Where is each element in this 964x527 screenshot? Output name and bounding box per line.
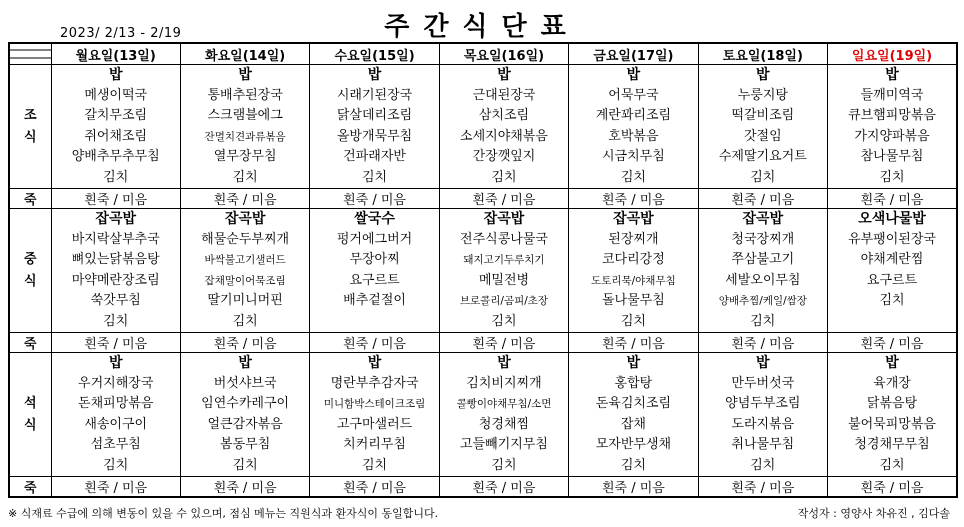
menu-item: 도라지볶음 — [731, 416, 795, 432]
menu-item: 전주식콩나물국 — [460, 231, 548, 247]
menu-item: 청경채무무침 — [854, 437, 930, 452]
menu-item: 호박볶음 — [608, 128, 659, 144]
meal-label-top: 석 — [23, 395, 37, 411]
porridge-cell: 흰죽 / 미음 — [180, 333, 309, 353]
menu-item: 닭볶음탕 — [866, 396, 918, 411]
menu-cell — [439, 65, 568, 189]
menu-item: 소세지야채볶음 — [460, 128, 548, 144]
menu-item: 어묵무국 — [608, 87, 659, 103]
menu-item: 김치 — [620, 457, 646, 473]
meal-label-bottom: 식 — [23, 417, 37, 433]
main-dish: 밥 — [885, 67, 899, 83]
menu-item: 미니함박스테이크조림 — [323, 398, 426, 410]
menu-item: 코다리강정 — [602, 252, 665, 267]
main-dish: 잡곡밥 — [224, 211, 266, 227]
menu-cell — [698, 353, 827, 477]
menu-item: 김치 — [491, 169, 517, 185]
menu-item: 떡갈비조림 — [731, 108, 795, 123]
day-header: 목요일(16일) — [439, 43, 568, 65]
menu-item: 돌나물무침 — [602, 293, 665, 308]
main-dish: 잡곡밥 — [613, 211, 654, 227]
menu-item: 치커리무침 — [343, 437, 406, 452]
menu-cell — [698, 209, 827, 333]
porridge-cell: 흰죽 / 미음 — [828, 477, 957, 498]
menu-item: 바싹불고기샐러드 — [204, 254, 286, 266]
porridge-cell: 흰죽 / 미음 — [698, 477, 827, 498]
menu-cell — [310, 353, 439, 477]
menu-cell — [180, 209, 309, 333]
menu-item: 섬초무침 — [90, 437, 141, 452]
porridge-cell: 흰죽 / 미음 — [569, 333, 698, 353]
menu-cell — [310, 209, 439, 333]
main-dish: 밥 — [238, 355, 252, 371]
menu-item: 김치 — [750, 457, 776, 473]
menu-item: 갈치무조림 — [84, 108, 148, 123]
menu-item: 유부팽이된장국 — [848, 231, 936, 247]
menu-item: 육개장 — [873, 375, 911, 391]
menu-item: 청경채찜 — [478, 416, 530, 432]
main-dish: 밥 — [497, 355, 511, 371]
menu-cell — [569, 65, 698, 189]
porridge-cell: 흰죽 / 미음 — [698, 333, 827, 353]
menu-item: 잡채말이어묵조림 — [204, 274, 286, 287]
meal-label — [9, 353, 51, 477]
menu-item: 닭살데리조림 — [336, 108, 413, 123]
porridge-cell: 흰죽 / 미음 — [310, 477, 439, 498]
menu-item: 새송이구이 — [84, 416, 148, 432]
menu-item: 간장깻잎지 — [472, 149, 536, 164]
menu-cell — [569, 353, 698, 477]
menu-item: 배추겉절이 — [343, 293, 406, 308]
menu-item: 만두버섯국 — [731, 375, 795, 391]
porridge-cell: 흰죽 / 미음 — [180, 477, 309, 498]
menu-item: 통배추된장국 — [207, 87, 283, 103]
menu-item: 근대된장국 — [472, 87, 536, 103]
footer-author: 작성자 : 영양사 차유진 , 김다솔 — [797, 507, 950, 520]
main-dish: 밥 — [885, 355, 899, 371]
day-header: 화요일(14일) — [180, 43, 309, 65]
porridge-cell: 흰죽 / 미음 — [310, 333, 439, 353]
menu-item — [310, 312, 438, 333]
menu-cell — [180, 353, 309, 477]
porridge-cell: 흰죽 / 미음 — [51, 333, 180, 353]
main-dish: 잡곡밥 — [742, 211, 784, 227]
main-dish: 쌀국수 — [354, 211, 395, 227]
menu-item: 돈채피망볶음 — [78, 396, 154, 411]
menu-item: 마약메란장조림 — [71, 272, 160, 288]
menu-item: 도토리묵/야채무침 — [591, 274, 676, 287]
porridge-cell: 흰죽 / 미음 — [698, 189, 827, 209]
day-header-sunday: 일요일(19일) — [828, 43, 957, 65]
menu-cell — [439, 353, 568, 477]
menu-item: 김치 — [750, 313, 776, 329]
menu-item: 청국장찌개 — [731, 231, 795, 247]
menu-item: 삼치조림 — [478, 108, 530, 123]
porridge-row — [9, 333, 957, 353]
menu-item: 야채계란찜 — [860, 252, 924, 267]
main-dish: 잡곡밥 — [95, 211, 136, 227]
menu-item: 잔멸치견과류볶음 — [204, 130, 286, 143]
menu-item: 수제딸기요거트 — [718, 149, 807, 164]
porridge-cell: 흰죽 / 미음 — [569, 189, 698, 209]
porridge-cell: 흰죽 / 미음 — [439, 333, 568, 353]
menu-cell — [51, 209, 180, 333]
menu-item: 버섯샤브국 — [213, 375, 277, 391]
main-dish: 오색나물밥 — [858, 211, 926, 227]
menu-cell — [828, 353, 957, 477]
menu-item: 펑거에그버거 — [336, 231, 413, 247]
menu-item: 들깨미역국 — [860, 87, 924, 103]
menu-item: 김치 — [103, 313, 129, 329]
meal-row — [9, 209, 957, 333]
main-dish: 밥 — [756, 355, 770, 371]
menu-item: 김치 — [750, 169, 776, 185]
main-dish: 잡곡밥 — [483, 211, 525, 227]
menu-item: 쑥갓무침 — [90, 293, 141, 308]
menu-item: 김치 — [232, 169, 258, 185]
menu-cell — [51, 65, 180, 189]
main-dish: 밥 — [497, 67, 511, 83]
menu-item: 요구르트 — [349, 272, 400, 288]
menu-item: 김치 — [620, 313, 646, 329]
porridge-cell: 흰죽 / 미음 — [439, 477, 568, 498]
header-row — [9, 43, 957, 65]
menu-item: 돼지고기두루치기 — [463, 254, 545, 266]
menu-item: 브로콜리/곰피/초장 — [459, 295, 549, 307]
menu-item: 돈육김치조림 — [595, 396, 672, 411]
porridge-cell: 흰죽 / 미음 — [310, 189, 439, 209]
menu-cell — [180, 65, 309, 189]
menu-item: 김치 — [879, 169, 905, 185]
menu-cell — [51, 353, 180, 477]
main-dish: 밥 — [108, 67, 123, 83]
menu-item: 건파래자반 — [343, 149, 406, 164]
diagonal-lines-icon — [10, 44, 51, 64]
menu-item: 김치 — [103, 457, 129, 473]
menu-item: 요구르트 — [866, 272, 918, 288]
menu-item: 김치비지찌개 — [466, 375, 542, 391]
porridge-label: 죽 — [9, 477, 51, 498]
porridge-row — [9, 477, 957, 498]
menu-item: 무장아찌 — [349, 252, 400, 267]
menu-item: 올방개묵무침 — [336, 128, 413, 144]
menu-item: 뼈있는닭볶음탕 — [71, 252, 160, 267]
menu-cell — [828, 65, 957, 189]
menu-item: 쥐어채조림 — [84, 128, 148, 144]
menu-item: 시금치무침 — [602, 149, 665, 164]
menu-item: 김치 — [103, 169, 129, 185]
menu-item: 불어묵피망볶음 — [848, 416, 936, 432]
menu-item: 김치 — [232, 313, 258, 329]
menu-cell — [310, 65, 439, 189]
meal-label-top: 중 — [23, 251, 37, 267]
menu-item: 참나물무침 — [860, 149, 924, 164]
menu-item: 잡채 — [620, 416, 646, 432]
porridge-cell: 흰죽 / 미음 — [180, 189, 309, 209]
porridge-label: 죽 — [9, 333, 51, 353]
menu-item: 메밀전병 — [478, 272, 530, 288]
menu-item: 김치 — [879, 457, 905, 473]
menu-item: 홍합탕 — [614, 375, 653, 391]
menu-item: 고들빼기지무침 — [460, 437, 548, 452]
meal-row — [9, 65, 957, 189]
day-header: 월요일(13일) — [51, 43, 180, 65]
porridge-cell: 흰죽 / 미음 — [828, 333, 957, 353]
day-header: 금요일(17일) — [569, 43, 698, 65]
main-dish: 밥 — [626, 355, 641, 371]
menu-item: 쭈삼불고기 — [731, 252, 795, 267]
menu-item: 해물순두부찌개 — [201, 231, 290, 247]
meal-label-bottom: 식 — [23, 129, 37, 145]
porridge-row — [9, 189, 957, 209]
menu-item: 바지락살부추국 — [71, 231, 160, 247]
meal-label-top: 조 — [23, 107, 37, 123]
menu-item: 세발오이무침 — [725, 272, 801, 288]
menu-item: 김치 — [879, 293, 905, 308]
main-dish: 밥 — [756, 67, 770, 83]
menu-cell — [569, 209, 698, 333]
menu-item: 메생이떡국 — [84, 87, 148, 103]
main-dish: 밥 — [367, 355, 382, 371]
menu-item: 우거지해장국 — [78, 375, 154, 391]
porridge-cell: 흰죽 / 미음 — [51, 189, 180, 209]
main-dish: 밥 — [367, 67, 382, 83]
menu-item: 콜빵이야채무침/소면 — [456, 398, 552, 410]
menu-item: 계란꽈리조림 — [595, 108, 672, 123]
main-dish: 밥 — [108, 355, 123, 371]
porridge-cell: 흰죽 / 미음 — [828, 189, 957, 209]
footer-note: ※ 식재료 수급에 의해 변동이 있을 수 있으며, 점심 메뉴는 직원식과 환자식이 동일합니다. — [8, 507, 439, 520]
menu-item: 임연수카레구이 — [201, 396, 290, 411]
porridge-label: 죽 — [9, 189, 51, 209]
main-dish: 밥 — [626, 67, 641, 83]
menu-item: 된장찌개 — [608, 231, 659, 247]
menu-item: 김치 — [491, 313, 517, 329]
page-title: 주간식단표 — [384, 12, 580, 42]
menu-cell — [828, 209, 957, 333]
menu-item: 김치 — [361, 457, 388, 473]
menu-item: 시래기된장국 — [336, 87, 413, 103]
main-dish: 밥 — [238, 67, 252, 83]
menu-cell — [439, 209, 568, 333]
menu-item: 봄동무침 — [220, 437, 271, 452]
date-range: 2023/ 2/13 - 2/19 — [60, 26, 182, 41]
day-header: 수요일(15일) — [310, 43, 439, 65]
menu-item: 취나물무침 — [731, 437, 795, 452]
menu-item: 큐브햄피망볶음 — [848, 108, 936, 123]
porridge-cell: 흰죽 / 미음 — [51, 477, 180, 498]
menu-item: 김치 — [361, 169, 388, 185]
corner-cell — [9, 43, 51, 65]
meal-label-bottom: 식 — [23, 273, 37, 289]
menu-item: 양배추무추무침 — [71, 149, 160, 164]
porridge-cell: 흰죽 / 미음 — [439, 189, 568, 209]
menu-item: 딸기미니머핀 — [207, 293, 283, 308]
menu-item: 양념두부조림 — [725, 396, 801, 411]
menu-cell — [698, 65, 827, 189]
meal-label — [9, 65, 51, 189]
menu-item: 양배추찜/케일/쌈장 — [718, 295, 807, 307]
menu-item: 가지양파볶음 — [854, 128, 930, 144]
menu-item: 김치 — [232, 457, 258, 473]
menu-item: 명란부추감자국 — [330, 375, 419, 391]
menu-item: 얼큰감자볶음 — [207, 416, 283, 432]
menu-item: 스크램블에그 — [207, 108, 283, 123]
meal-row — [9, 353, 957, 477]
menu-item: 김치 — [620, 169, 646, 185]
menu-item: 김치 — [491, 457, 517, 473]
menu-item: 열무장무침 — [213, 149, 277, 164]
menu-item — [828, 312, 956, 333]
menu-item: 누룽지탕 — [737, 87, 788, 103]
weekly-menu-table — [8, 42, 958, 498]
day-header: 토요일(18일) — [698, 43, 827, 65]
menu-item: 고구마샐러드 — [336, 416, 413, 432]
menu-item: 모자반무생채 — [595, 437, 672, 452]
menu-item: 갓절임 — [743, 128, 782, 144]
meal-label — [9, 209, 51, 333]
porridge-cell: 흰죽 / 미음 — [569, 477, 698, 498]
